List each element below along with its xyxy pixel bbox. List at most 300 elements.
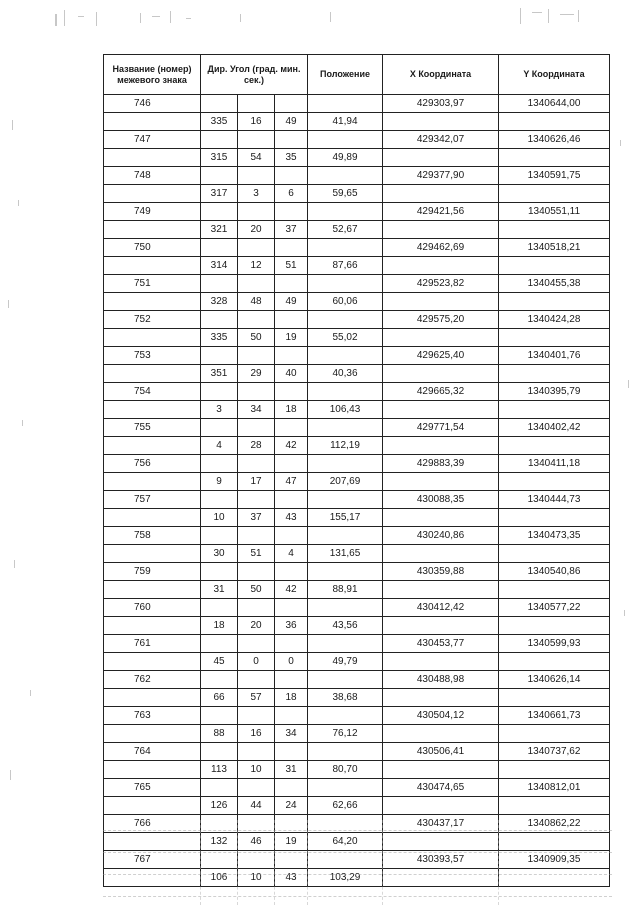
empty-cell [238, 455, 275, 473]
empty-cell [499, 365, 610, 383]
segment-row [104, 257, 610, 275]
segment-length: 87,66 [308, 257, 383, 275]
empty-cell [275, 203, 308, 221]
angle-degrees: 321 [201, 221, 238, 239]
segment-length: 55,02 [308, 329, 383, 347]
segment-row [104, 581, 610, 599]
angle-seconds: 47 [275, 473, 308, 491]
empty-cell [308, 491, 383, 509]
x-coordinate: 430359,88 [383, 563, 499, 581]
angle-seconds: 6 [275, 185, 308, 203]
empty-cell [383, 149, 499, 167]
empty-cell [104, 149, 201, 167]
angle-degrees: 335 [201, 113, 238, 131]
angle-minutes: 44 [238, 797, 275, 815]
empty-cell [275, 275, 308, 293]
empty-cell [499, 149, 610, 167]
y-coordinate: 1340599,93 [499, 635, 610, 653]
point-name: 765 [104, 779, 201, 797]
segment-row [104, 221, 610, 239]
angle-seconds: 37 [275, 221, 308, 239]
empty-cell [201, 347, 238, 365]
empty-cell [275, 383, 308, 401]
empty-cell [104, 185, 201, 203]
empty-cell [275, 635, 308, 653]
angle-seconds: 0 [275, 653, 308, 671]
y-coordinate: 1340909,35 [499, 851, 610, 869]
angle-minutes: 50 [238, 329, 275, 347]
empty-cell [499, 725, 610, 743]
empty-cell [308, 635, 383, 653]
empty-cell [201, 527, 238, 545]
empty-cell [383, 509, 499, 527]
empty-cell [383, 653, 499, 671]
y-coordinate: 1340455,38 [499, 275, 610, 293]
angle-seconds: 31 [275, 761, 308, 779]
x-coordinate: 429665,32 [383, 383, 499, 401]
angle-seconds: 19 [275, 329, 308, 347]
empty-cell [275, 743, 308, 761]
angle-seconds: 18 [275, 401, 308, 419]
angle-minutes: 37 [238, 509, 275, 527]
empty-cell [201, 167, 238, 185]
segment-length: 76,12 [308, 725, 383, 743]
empty-cell [104, 329, 201, 347]
empty-cell [499, 689, 610, 707]
angle-seconds: 51 [275, 257, 308, 275]
empty-cell [275, 95, 308, 113]
empty-cell [308, 419, 383, 437]
empty-cell [238, 671, 275, 689]
empty-cell [499, 581, 610, 599]
empty-cell [308, 383, 383, 401]
y-coordinate: 1340812,01 [499, 779, 610, 797]
angle-degrees: 4 [201, 437, 238, 455]
angle-degrees: 10 [201, 509, 238, 527]
angle-seconds: 40 [275, 365, 308, 383]
empty-cell [383, 365, 499, 383]
empty-cell [499, 545, 610, 563]
empty-cell [238, 419, 275, 437]
y-coordinate: 1340862,22 [499, 815, 610, 833]
segment-length: 112,19 [308, 437, 383, 455]
point-name: 760 [104, 599, 201, 617]
segment-length: 40,36 [308, 365, 383, 383]
x-coordinate: 429883,39 [383, 455, 499, 473]
point-row [104, 311, 610, 329]
empty-cell [201, 239, 238, 257]
y-coordinate: 1340737,62 [499, 743, 610, 761]
empty-cell [499, 617, 610, 635]
empty-cell [201, 383, 238, 401]
segment-row [104, 185, 610, 203]
empty-cell [383, 401, 499, 419]
empty-cell [499, 509, 610, 527]
empty-cell [308, 743, 383, 761]
segment-length: 52,67 [308, 221, 383, 239]
point-name: 762 [104, 671, 201, 689]
empty-cell [201, 131, 238, 149]
empty-cell [308, 239, 383, 257]
angle-degrees: 335 [201, 329, 238, 347]
angle-seconds: 42 [275, 581, 308, 599]
point-row [104, 779, 610, 797]
empty-cell [104, 473, 201, 491]
angle-degrees: 3 [201, 401, 238, 419]
angle-minutes: 54 [238, 149, 275, 167]
point-name: 767 [104, 851, 201, 869]
empty-cell [383, 221, 499, 239]
empty-cell [104, 257, 201, 275]
empty-cell [383, 185, 499, 203]
angle-degrees: 132 [201, 833, 238, 851]
x-coordinate: 430453,77 [383, 635, 499, 653]
empty-cell [275, 491, 308, 509]
angle-seconds: 18 [275, 689, 308, 707]
x-coordinate: 429342,07 [383, 131, 499, 149]
y-coordinate: 1340644,00 [499, 95, 610, 113]
header-angle: Дир. Угол (град. мин. сек.) [201, 55, 308, 95]
angle-seconds: 42 [275, 437, 308, 455]
y-coordinate: 1340473,35 [499, 527, 610, 545]
angle-degrees: 317 [201, 185, 238, 203]
angle-minutes: 10 [238, 761, 275, 779]
segment-length: 43,56 [308, 617, 383, 635]
segment-row [104, 761, 610, 779]
empty-cell [238, 167, 275, 185]
empty-cell [201, 635, 238, 653]
point-row [104, 131, 610, 149]
empty-cell [201, 671, 238, 689]
x-coordinate: 429523,82 [383, 275, 499, 293]
empty-cell [104, 725, 201, 743]
angle-degrees: 31 [201, 581, 238, 599]
y-coordinate: 1340626,14 [499, 671, 610, 689]
angle-degrees: 328 [201, 293, 238, 311]
point-name: 755 [104, 419, 201, 437]
angle-minutes: 0 [238, 653, 275, 671]
point-row [104, 419, 610, 437]
angle-minutes: 57 [238, 689, 275, 707]
empty-cell [308, 527, 383, 545]
segment-row [104, 473, 610, 491]
empty-cell [308, 275, 383, 293]
angle-degrees: 351 [201, 365, 238, 383]
point-name: 753 [104, 347, 201, 365]
angle-degrees: 314 [201, 257, 238, 275]
angle-degrees: 18 [201, 617, 238, 635]
empty-cell [499, 653, 610, 671]
empty-cell [238, 131, 275, 149]
empty-cell [104, 653, 201, 671]
empty-cell [238, 743, 275, 761]
angle-degrees: 9 [201, 473, 238, 491]
point-row [104, 455, 610, 473]
y-coordinate: 1340626,46 [499, 131, 610, 149]
angle-degrees: 113 [201, 761, 238, 779]
x-coordinate: 430504,12 [383, 707, 499, 725]
empty-cell [499, 293, 610, 311]
point-row [104, 527, 610, 545]
point-name: 764 [104, 743, 201, 761]
empty-cell [104, 689, 201, 707]
empty-cell [308, 131, 383, 149]
point-name: 754 [104, 383, 201, 401]
x-coordinate: 429575,20 [383, 311, 499, 329]
point-name: 757 [104, 491, 201, 509]
empty-cell [308, 599, 383, 617]
point-name: 746 [104, 95, 201, 113]
empty-cell [238, 383, 275, 401]
empty-cell [238, 239, 275, 257]
empty-cell [308, 203, 383, 221]
point-row [104, 491, 610, 509]
empty-cell [201, 743, 238, 761]
point-row [104, 743, 610, 761]
segment-row [104, 149, 610, 167]
empty-cell [238, 635, 275, 653]
segment-row [104, 689, 610, 707]
empty-cell [201, 455, 238, 473]
table-body [104, 95, 610, 887]
empty-cell [275, 311, 308, 329]
segment-length: 59,65 [308, 185, 383, 203]
empty-cell [499, 761, 610, 779]
point-row [104, 599, 610, 617]
angle-degrees: 106 [201, 869, 238, 887]
angle-degrees: 30 [201, 545, 238, 563]
segment-row [104, 365, 610, 383]
empty-cell [238, 347, 275, 365]
x-coordinate: 429462,69 [383, 239, 499, 257]
empty-cell [383, 545, 499, 563]
angle-minutes: 48 [238, 293, 275, 311]
angle-minutes: 20 [238, 617, 275, 635]
empty-cell [238, 779, 275, 797]
angle-minutes: 12 [238, 257, 275, 275]
x-coordinate: 429303,97 [383, 95, 499, 113]
angle-seconds: 49 [275, 113, 308, 131]
point-name: 752 [104, 311, 201, 329]
empty-cell [383, 689, 499, 707]
empty-cell [308, 95, 383, 113]
empty-cell [104, 221, 201, 239]
empty-cell [104, 797, 201, 815]
empty-cell [383, 761, 499, 779]
faded-continuation [103, 820, 612, 905]
angle-seconds: 43 [275, 869, 308, 887]
angle-seconds: 19 [275, 833, 308, 851]
empty-cell [275, 599, 308, 617]
empty-cell [104, 365, 201, 383]
angle-degrees: 45 [201, 653, 238, 671]
segment-row [104, 509, 610, 527]
angle-minutes: 28 [238, 437, 275, 455]
empty-cell [308, 167, 383, 185]
segment-row [104, 113, 610, 131]
empty-cell [308, 779, 383, 797]
empty-cell [238, 275, 275, 293]
empty-cell [275, 563, 308, 581]
point-row [104, 563, 610, 581]
angle-degrees: 88 [201, 725, 238, 743]
point-row [104, 167, 610, 185]
empty-cell [499, 257, 610, 275]
angle-degrees: 126 [201, 797, 238, 815]
empty-cell [275, 347, 308, 365]
angle-minutes: 29 [238, 365, 275, 383]
empty-cell [238, 95, 275, 113]
segment-length: 103,29 [308, 869, 383, 887]
x-coordinate: 430437,17 [383, 815, 499, 833]
angle-seconds: 36 [275, 617, 308, 635]
empty-cell [238, 491, 275, 509]
empty-cell [383, 473, 499, 491]
empty-cell [499, 401, 610, 419]
empty-cell [104, 401, 201, 419]
empty-cell [104, 545, 201, 563]
empty-cell [499, 473, 610, 491]
x-coordinate: 430240,86 [383, 527, 499, 545]
header-name: Название (номер) межевого знака [104, 55, 201, 95]
segment-length: 41,94 [308, 113, 383, 131]
segment-row [104, 401, 610, 419]
x-coordinate: 429771,54 [383, 419, 499, 437]
point-row [104, 203, 610, 221]
angle-seconds: 24 [275, 797, 308, 815]
empty-cell [238, 563, 275, 581]
segment-row [104, 293, 610, 311]
empty-cell [383, 437, 499, 455]
empty-cell [201, 779, 238, 797]
point-row [104, 347, 610, 365]
y-coordinate: 1340540,86 [499, 563, 610, 581]
empty-cell [238, 599, 275, 617]
empty-cell [238, 311, 275, 329]
y-coordinate: 1340661,73 [499, 707, 610, 725]
empty-cell [383, 113, 499, 131]
empty-cell [308, 347, 383, 365]
angle-seconds: 34 [275, 725, 308, 743]
segment-row [104, 545, 610, 563]
x-coordinate: 430474,65 [383, 779, 499, 797]
empty-cell [275, 455, 308, 473]
angle-degrees: 66 [201, 689, 238, 707]
segment-length: 207,69 [308, 473, 383, 491]
empty-cell [104, 113, 201, 131]
x-coordinate: 429377,90 [383, 167, 499, 185]
segment-length: 38,68 [308, 689, 383, 707]
y-coordinate: 1340551,11 [499, 203, 610, 221]
empty-cell [275, 419, 308, 437]
empty-cell [275, 671, 308, 689]
segment-row [104, 617, 610, 635]
empty-cell [104, 437, 201, 455]
angle-minutes: 34 [238, 401, 275, 419]
segment-length: 88,91 [308, 581, 383, 599]
empty-cell [201, 707, 238, 725]
point-row [104, 239, 610, 257]
point-name: 756 [104, 455, 201, 473]
segment-length: 49,89 [308, 149, 383, 167]
angle-minutes: 16 [238, 725, 275, 743]
empty-cell [201, 275, 238, 293]
empty-cell [308, 563, 383, 581]
segment-row [104, 329, 610, 347]
segment-length: 131,65 [308, 545, 383, 563]
empty-cell [499, 437, 610, 455]
empty-cell [275, 779, 308, 797]
angle-minutes: 20 [238, 221, 275, 239]
angle-degrees: 315 [201, 149, 238, 167]
boundary-coordinates-table [103, 54, 610, 887]
empty-cell [383, 725, 499, 743]
segment-row [104, 653, 610, 671]
empty-cell [238, 203, 275, 221]
empty-cell [383, 293, 499, 311]
x-coordinate: 429421,56 [383, 203, 499, 221]
empty-cell [383, 257, 499, 275]
empty-cell [201, 311, 238, 329]
point-row [104, 275, 610, 293]
segment-row [104, 797, 610, 815]
angle-seconds: 43 [275, 509, 308, 527]
empty-cell [104, 761, 201, 779]
x-coordinate: 430393,57 [383, 851, 499, 869]
y-coordinate: 1340518,21 [499, 239, 610, 257]
angle-minutes: 46 [238, 833, 275, 851]
x-coordinate: 430488,98 [383, 671, 499, 689]
x-coordinate: 430088,35 [383, 491, 499, 509]
point-name: 763 [104, 707, 201, 725]
segment-length: 64,20 [308, 833, 383, 851]
empty-cell [308, 311, 383, 329]
point-row [104, 707, 610, 725]
empty-cell [201, 419, 238, 437]
empty-cell [201, 491, 238, 509]
empty-cell [275, 707, 308, 725]
point-name: 750 [104, 239, 201, 257]
point-name: 766 [104, 815, 201, 833]
angle-minutes: 50 [238, 581, 275, 599]
empty-cell [308, 671, 383, 689]
point-name: 751 [104, 275, 201, 293]
segment-length: 155,17 [308, 509, 383, 527]
segment-length: 60,06 [308, 293, 383, 311]
segment-length: 106,43 [308, 401, 383, 419]
y-coordinate: 1340424,28 [499, 311, 610, 329]
point-row [104, 383, 610, 401]
empty-cell [275, 131, 308, 149]
point-name: 758 [104, 527, 201, 545]
segment-length: 62,66 [308, 797, 383, 815]
empty-cell [499, 113, 610, 131]
angle-minutes: 17 [238, 473, 275, 491]
x-coordinate: 430506,41 [383, 743, 499, 761]
y-coordinate: 1340402,42 [499, 419, 610, 437]
segment-length: 49,79 [308, 653, 383, 671]
empty-cell [499, 329, 610, 347]
empty-cell [383, 329, 499, 347]
empty-cell [201, 599, 238, 617]
point-name: 761 [104, 635, 201, 653]
header-x: X Координата [383, 55, 499, 95]
header-y: Y Координата [499, 55, 610, 95]
point-row [104, 95, 610, 113]
segment-row [104, 437, 610, 455]
y-coordinate: 1340395,79 [499, 383, 610, 401]
empty-cell [238, 707, 275, 725]
